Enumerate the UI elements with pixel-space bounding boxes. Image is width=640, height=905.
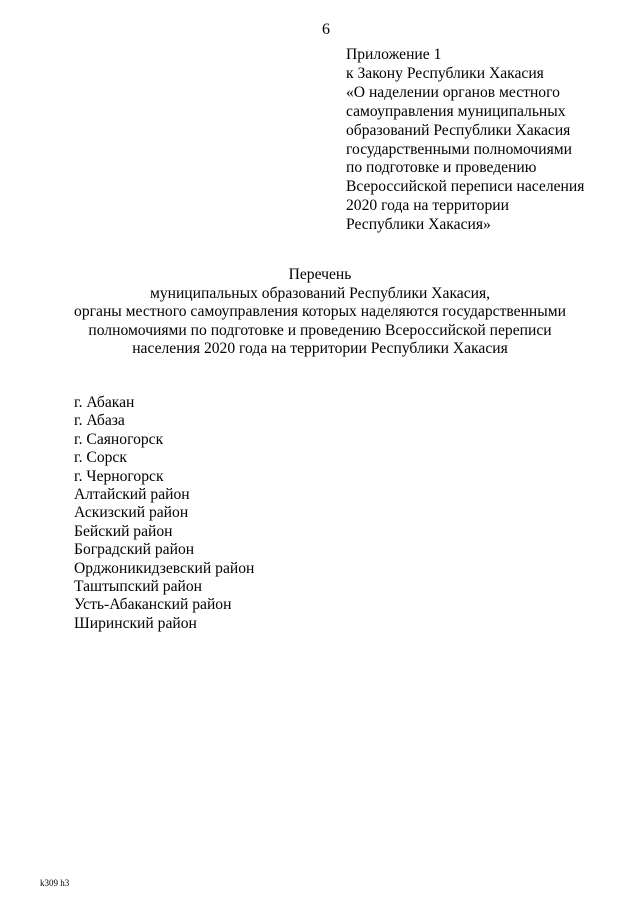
appendix-line: государственными полномочиями xyxy=(346,140,572,158)
municipality-item: Таштыпский район xyxy=(74,578,202,596)
document-title xyxy=(0,266,640,359)
municipality-item: г. Саяногорск xyxy=(74,430,164,448)
appendix-line: к Закону Республики Хакасия xyxy=(346,64,544,82)
title-line: Перечень xyxy=(288,266,352,283)
municipality-item: г. Абакан xyxy=(74,394,135,411)
municipality-item: Аскизский район xyxy=(74,504,189,522)
appendix-header xyxy=(346,46,631,235)
page-number: 6 xyxy=(322,21,330,38)
municipality-item: г. Абаза xyxy=(74,412,125,430)
title-line: полномочиями по подготовке и проведению Всероссийской переписи xyxy=(88,321,552,339)
municipality-item: Орджоникидзевский район xyxy=(74,559,255,577)
title-line: органы местного самоуправления которых наделяются государственными xyxy=(74,303,566,321)
appendix-line: самоуправления муниципальных xyxy=(346,102,566,120)
appendix-line: Всероссийской переписи населения xyxy=(346,178,585,196)
appendix-line: Приложение 1 xyxy=(346,46,442,63)
municipality-item: г. Сорск xyxy=(74,449,127,467)
appendix-line: по подготовке и проведению xyxy=(346,159,537,177)
municipality-item: Бейский район xyxy=(74,522,173,540)
municipality-item: Алтайский район xyxy=(74,486,190,504)
appendix-line: образований Республики Хакасия xyxy=(346,121,571,139)
title-line: населения 2020 года на территории Республики Хакасия xyxy=(132,340,508,358)
municipality-item: Ширинский район xyxy=(74,614,197,632)
municipality-item: Усть-Абаканский район xyxy=(74,596,232,614)
municipality-item: Боградский район xyxy=(74,541,195,559)
appendix-line: 2020 года на территории xyxy=(346,197,509,215)
municipality-list xyxy=(74,394,254,633)
appendix-line: «О наделении органов местного xyxy=(346,83,560,101)
title-line: муниципальных образований Республики Хакасия, xyxy=(149,284,491,302)
appendix-line: Республики Хакасия» xyxy=(346,216,491,234)
municipality-item: г. Черногорск xyxy=(74,467,164,485)
document-code: k309 h3 xyxy=(40,878,70,888)
